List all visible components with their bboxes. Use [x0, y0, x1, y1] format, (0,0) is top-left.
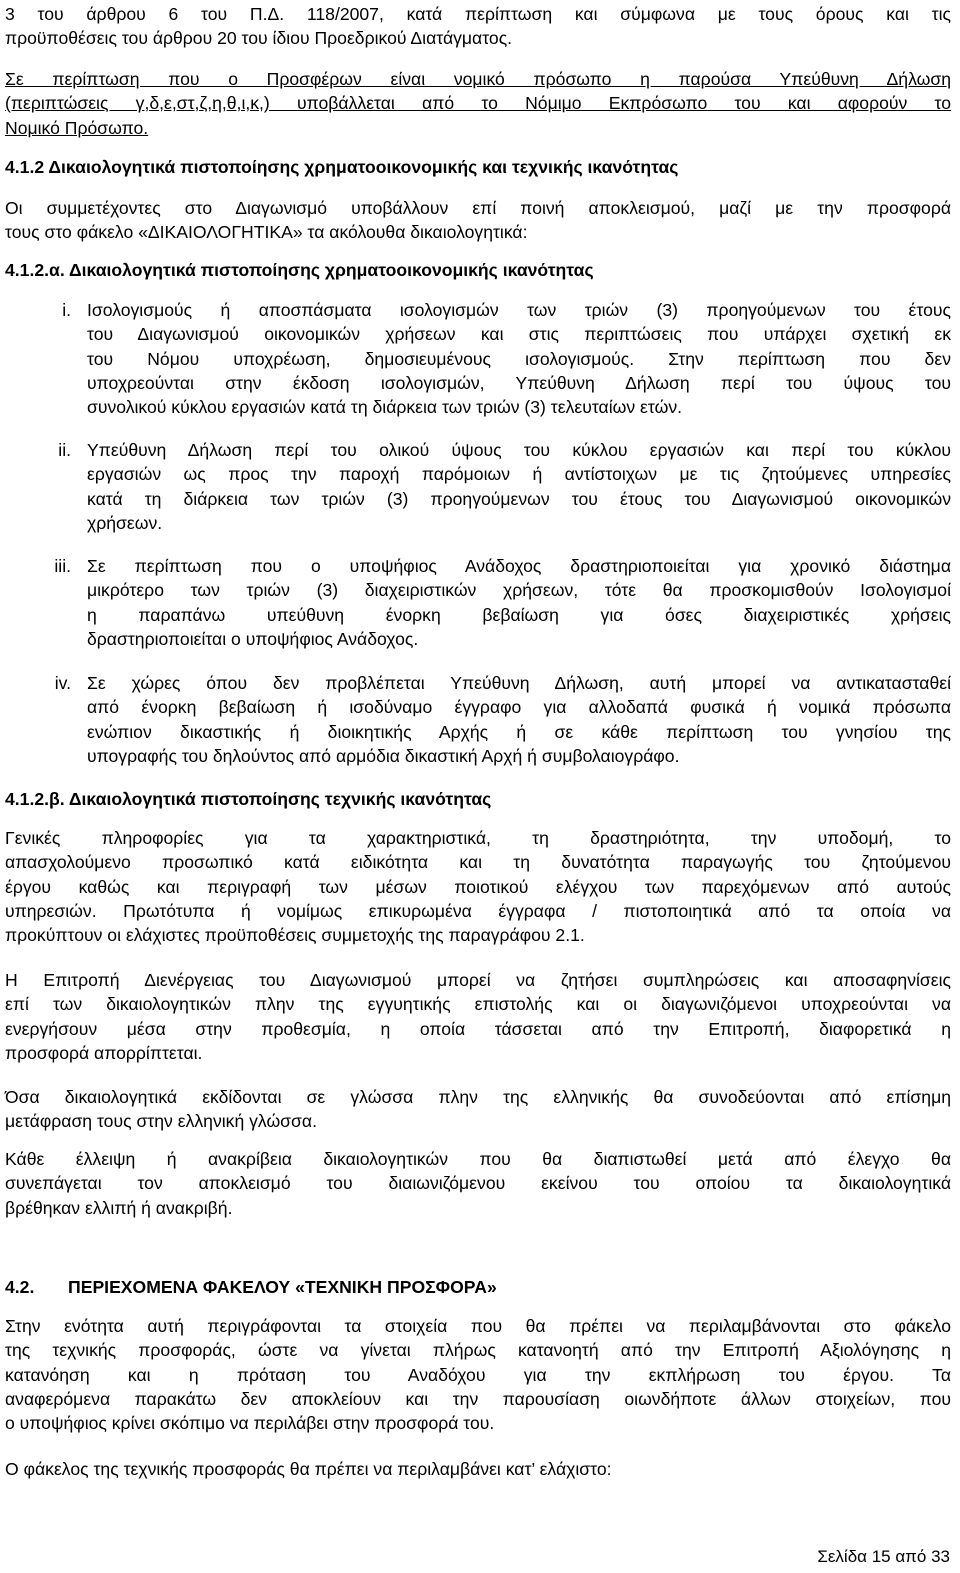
intro-paragraph — [5, 2, 951, 51]
legal-entity-line: (περιπτώσεις γ,δ,ε,στ,ζ,η,θ,ι,κ,) υποβάλλεται από το Νόμιμο Εκπρόσωπο του και αφορούν το — [5, 93, 951, 114]
deficiency-line: Κάθε έλλειψη ή ανακρίβεια δικαιολογητικών που θα διαπιστωθεί μετά από έλεγχο θα — [5, 1149, 951, 1169]
section-title: ΠΕΡΙΕΧΟΜΕΝΑ ΦΑΚΕΛΟΥ «ΤΕΧΝΙΚΗ ΠΡΟΣΦΟΡΑ» — [68, 1277, 497, 1297]
technical-line: έργου καθώς και περιγραφή των μέσων ποιοτικού ελέγχου των παρεχόμενων από αυτούς — [5, 876, 951, 897]
list-line: δραστηριοποιείται ο υποψήφιος Ανάδοχος. — [87, 628, 419, 649]
translation-line: μετάφραση τους στην ελληνική γλώσσα. — [5, 1111, 317, 1132]
list-line: κατά τη διάρκεια των τριών (3) προηγούμενων του έτους του Διαγωνισμού οικονομικών — [87, 488, 951, 509]
heading-4-1-2-b: 4.1.2.β. Δικαιολογητικά πιστοποίησης τεχνικής ικανότητας — [5, 789, 492, 809]
translation-line: Όσα δικαιολογητικά εκδίδονται σε γλώσσα πλην της ελληνικής θα συνοδεύονται από επίσημη — [5, 1087, 951, 1107]
technical-line: Γενικές πληροφορίες για τα χαρακτηριστικά, τη δραστηριότητα, την υποδομή, το — [5, 828, 951, 848]
list-number: iii. — [54, 556, 71, 576]
list-line: συνολικού κύκλου εργασιών κατά τη διάρκεια των τριών (3) τελευταίων ετών. — [87, 397, 683, 418]
technical-paragraph — [5, 826, 951, 947]
intro-line: 3 του άρθρου 6 του Π.Δ. 118/2007, κατά περίπτωση και σύμφωνα με τους όρους και τις — [5, 4, 951, 24]
list-line: υποχρεούνται στην έκδοση ισολογισμών, Υπεύθυνη Δήλωση περί του ύψους του — [87, 372, 951, 393]
list-line: από ένορκη βεβαίωση ή ισοδύναμο έγγραφο για αλλοδαπά φυσικά ή νομικά πρόσωπα — [87, 697, 951, 718]
technical-offer-line: της τεχνικής προσφοράς, ώστε να γίνεται πλήρως κατανοητή από την Επιτροπή Αξιολόγησης η — [5, 1340, 951, 1361]
list-line: του Νόμου υποχρέωση, δημοσιευμένους ισολογισμούς. Στην περίπτωση που δεν — [87, 348, 951, 369]
list-item-body — [87, 671, 951, 768]
section-number: 4.2. — [5, 1277, 35, 1297]
technical-offer-line: αναφερόμενα παρακάτω δεν αποκλείουν και την παρουσίαση οιωνδήποτε άλλων στοιχείων, που — [5, 1388, 951, 1409]
folder-minimum-line: Ο φάκελος της τεχνικής προσφοράς θα πρέπει να περιλαμβάνει κατ’ ελάχιστο: — [5, 1459, 612, 1479]
list-line: ενώπιον δικαστικής ή διοικητικής Αρχής ή σε κάθε περίπτωση του γνησίου της — [87, 721, 951, 742]
heading-4-1-2: 4.1.2 Δικαιολογητικά πιστοποίησης χρηματοοικονομικής και τεχνικής ικανότητας — [5, 157, 679, 177]
committee-line: προσφορά απορρίπτεται. — [5, 1042, 203, 1063]
list-line: Σε χώρες όπου δεν προβλέπεται Υπεύθυνη Δήλωση, αυτή μπορεί να αντικατασταθεί — [87, 673, 951, 693]
list-line: του Διαγωνισμού οικονομικών χρήσεων και στις περιπτώσεις που υπάρχει σχετική εκ — [87, 324, 951, 345]
heading-4-1-2-a: 4.1.2.α. Δικαιολογητικά πιστοποίησης χρηματοοικονομικής ικανότητας — [5, 260, 594, 280]
list-line: μικρότερο των τριών (3) διαχειριστικών χρήσεων, τότε θα προσκομισθούν Ισολογισμοί — [87, 580, 951, 601]
legal-entity-line: Σε περίπτωση που ο Προσφέρων είναι νομικό πρόσωπο η παρούσα Υπεύθυνη Δήλωση — [5, 69, 951, 89]
list-line: Σε περίπτωση που ο υποψήφιος Ανάδοχος δραστηριοποιείται για χρονικό διάστημα — [87, 556, 951, 576]
list-line: χρήσεων. — [87, 512, 163, 533]
technical-offer-line: κατανόηση και η πρόταση του Αναδόχου για την εκπλήρωση του έργου. Τα — [5, 1364, 951, 1385]
list-item-body — [87, 298, 951, 419]
technical-line: απασχολούμενο προσωπικό κατά ειδικότητα και τη δυνατότητα παραγωγής του ζητούμενου — [5, 852, 951, 873]
list-line: Υπεύθυνη Δήλωση περί του ολικού ύψους του κύκλου εργασιών και περί του κύκλου — [87, 440, 951, 460]
list-number: i. — [62, 300, 71, 320]
intro-line: προϋποθέσεις του άρθρου 20 του ίδιου Προεδρικού Διατάγματος. — [5, 28, 513, 49]
submission-paragraph — [5, 196, 951, 245]
deficiency-line: βρέθηκαν ελλιπή ή ανακριβή. — [5, 1197, 233, 1218]
deficiency-paragraph — [5, 1147, 951, 1220]
legal-entity-line: Νομικό Πρόσωπο. — [5, 117, 149, 138]
technical-offer-line: Στην ενότητα αυτή περιγράφονται τα στοιχεία που θα πρέπει να περιλαμβάνονται στο φάκελο — [5, 1316, 951, 1336]
committee-paragraph — [5, 968, 951, 1065]
list-item-body — [87, 554, 951, 651]
technical-offer-line: ο υποψήφιος κρίνει σκόπιμο να περιλάβει στην προσφορά του. — [5, 1413, 495, 1434]
technical-line: υπηρεσιών. Πρωτότυπα ή νομίμως επικυρωμένα έγγραφα / πιστοποιητικά από τα οποία να — [5, 900, 951, 921]
committee-line: ενεργήσουν μέσα στην προθεσμία, η οποία τάσσεται από την Επιτροπή, διαφορετικά η — [5, 1018, 951, 1039]
list-line: εργασιών ως προς την παροχή παρόμοιων ή αντίστοιχων με τις ζητούμενες υπηρεσίες — [87, 464, 951, 485]
list-line: η παραπάνω υπεύθυνη ένορκη βεβαίωση για όσες διαχειριστικές χρήσεις — [87, 604, 951, 625]
translation-paragraph — [5, 1085, 951, 1134]
list-number: ii. — [58, 440, 71, 460]
list-number: iv. — [54, 673, 71, 693]
list-item-body — [87, 438, 951, 535]
committee-line: επί των δικαιολογητικών πλην της εγγυητικής επιστολής και οι διαγωνιζόμενοι υποχρεούνται να — [5, 994, 951, 1015]
page-number: Σελίδα 15 από 33 — [817, 1547, 950, 1566]
section-4-2-heading — [5, 1275, 951, 1299]
list-line: Ισολογισμούς ή αποσπάσματα ισολογισμών των τριών (3) προηγούμενων του έτους — [87, 300, 951, 320]
deficiency-line: συνεπάγεται τον αποκλεισμό του διαιωνιζόμενου εκείνου του οποίου τα δικαιολογητικά — [5, 1173, 951, 1194]
list-line: υπογραφής του δηλούντος από αρμόδια δικαστική Αρχή ή συμβολαιογράφο. — [87, 745, 680, 766]
committee-line: Η Επιτροπή Διενέργειας του Διαγωνισμού μπορεί να ζητήσει συμπληρώσεις και αποσαφηνίσεις — [5, 970, 951, 990]
technical-line: προκύπτουν οι ελάχιστες προϋποθέσεις συμμετοχής της παραγράφου 2.1. — [5, 925, 585, 946]
legal-entity-paragraph — [5, 67, 951, 140]
technical-offer-paragraph — [5, 1314, 951, 1435]
submission-line: τους στο φάκελο «ΔΙΚΑΙΟΛΟΓΗΤΙΚΑ» τα ακόλουθα δικαιολογητικά: — [5, 222, 528, 243]
submission-line: Οι συμμετέχοντες στο Διαγωνισμό υποβάλλουν επί ποινή αποκλεισμού, μαζί με την προσφορά — [5, 198, 951, 218]
